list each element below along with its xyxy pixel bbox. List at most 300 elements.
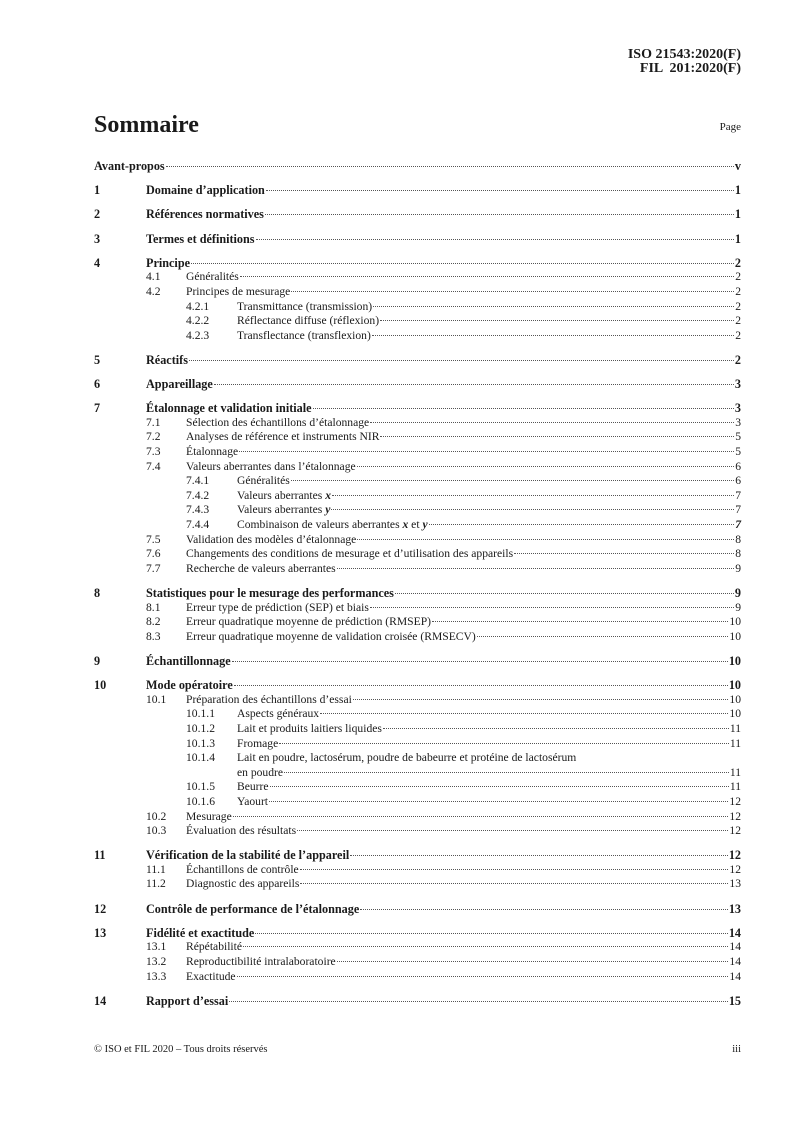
toc-entry-title [186, 285, 290, 300]
toc-entry-title [186, 630, 476, 645]
dot-leader [357, 466, 735, 467]
title-text: Mesurage [186, 809, 232, 823]
toc-entry[interactable] [94, 489, 741, 504]
dot-leader [380, 320, 734, 321]
toc-entry-title [146, 377, 213, 392]
dot-leader [372, 335, 734, 336]
toc-entry-page: 10 [728, 653, 741, 668]
toc-entry-title [186, 445, 238, 460]
copyright-notice: © ISO et FIL 2020 – Tous droits réservés [94, 1044, 268, 1055]
dot-leader [337, 568, 735, 569]
toc-entry-title [186, 863, 299, 878]
toc-entry-number: 7.5 [146, 532, 161, 546]
toc-entry-number: 7.3 [146, 445, 161, 459]
toc-entry-number: 6 [94, 377, 101, 392]
toc-entry[interactable] [94, 329, 741, 344]
toc-entry-title [186, 460, 356, 475]
toc-entry-number: 4.2.3 [186, 328, 210, 342]
title-text: Lait en poudre, lactosérum, poudre de babeurre et protéine de lactosérum [237, 751, 577, 765]
toc-entry-page: 10 [729, 692, 741, 706]
toc-entry-number: 7.7 [146, 561, 161, 575]
toc-entry-number: 11.2 [146, 877, 166, 891]
variable-symbol: y [325, 503, 331, 517]
dot-leader [320, 713, 728, 714]
toc-entry-number: 4 [94, 255, 101, 270]
title-text: Erreur quadratique moyenne de prédiction (RMSEP) [186, 615, 432, 629]
toc-entry-page: 12 [729, 809, 741, 823]
fil-reference: FIL 201:2020(F) [639, 61, 741, 76]
toc-entry[interactable] [94, 256, 741, 271]
title-text: Domaine d’application [146, 183, 265, 198]
toc-entry[interactable] [94, 416, 741, 431]
toc-entry-page: 11 [729, 736, 741, 750]
toc-entry[interactable] [94, 270, 741, 285]
dot-leader [353, 699, 729, 700]
toc-entry-page: 13 [729, 877, 741, 891]
toc-entry-page: 15 [728, 993, 741, 1008]
dot-leader [373, 306, 734, 307]
toc-entry-page: 1 [734, 207, 741, 222]
title-text: Erreur quadratique moyenne de validation croisée (RMSECV) [186, 629, 476, 643]
toc-entry-number: 10.2 [146, 809, 167, 823]
dot-leader [331, 509, 734, 510]
dot-leader [300, 869, 729, 870]
title-text: Échantillons de contrôle [186, 862, 299, 876]
toc-entry[interactable] [94, 159, 741, 174]
toc-entry[interactable] [94, 863, 741, 878]
toc-entry-page: 6 [735, 459, 741, 473]
dot-leader [191, 263, 734, 264]
toc-entry[interactable] [94, 503, 741, 518]
dot-leader [240, 276, 734, 277]
toc-entry-number: 8.2 [146, 615, 161, 629]
toc-entry-page: 3 [735, 415, 741, 429]
toc-entry-page: 7 [735, 503, 741, 517]
toc-entry-title [237, 489, 331, 504]
toc-entry-number: 4.1 [146, 270, 161, 284]
toc-entry-number: 7.4 [146, 459, 161, 473]
toc-entry-title [237, 474, 290, 489]
toc-entry[interactable] [94, 474, 741, 489]
toc-entry-title [146, 232, 255, 247]
toc-entry[interactable] [94, 707, 741, 722]
toc-entry-number: 10.1.6 [186, 794, 215, 808]
title-text: Recherche de valeurs aberrantes [186, 561, 336, 575]
toc-entry-number: 2 [94, 207, 101, 222]
toc-entry-page: 5 [735, 430, 741, 444]
toc-entry-number: 14 [94, 993, 107, 1008]
toc-entry[interactable] [94, 533, 741, 548]
title-text: Analyses de référence et instruments NIR [186, 430, 380, 444]
toc-entry-number: 4.2 [146, 284, 161, 298]
toc-entry-title [186, 416, 369, 431]
toc-entry[interactable] [94, 183, 741, 198]
toc-entry[interactable] [94, 586, 741, 601]
dot-leader [432, 621, 728, 622]
toc-entry-title [237, 795, 268, 810]
toc-entry[interactable] [94, 353, 741, 368]
dot-leader [269, 801, 728, 802]
variable-symbol: x [402, 518, 409, 532]
toc-entry-page: 8 [735, 532, 741, 546]
toc-entry-number: 10.1.2 [186, 721, 215, 735]
title-text: Beurre [237, 780, 269, 794]
toc-entry[interactable] [94, 377, 741, 392]
title-text: Termes et définitions [146, 231, 255, 246]
toc-entry-title [186, 270, 239, 285]
dot-leader [514, 553, 734, 554]
variable-symbol: y [422, 518, 428, 532]
page-footer [94, 1044, 741, 1055]
toc-entry-page: 7 [735, 488, 741, 502]
title-text: Étalonnage et validation initiale [146, 401, 312, 416]
toc-entry-title [237, 707, 319, 722]
dot-leader [166, 166, 734, 167]
toc-entry-page: 12 [729, 824, 741, 838]
dot-leader [297, 830, 728, 831]
toc-entry-number: 7.4.4 [186, 518, 210, 532]
toc-entry-page: 2 [734, 255, 741, 270]
title-text: Vérification de la stabilité de l’appareil [146, 848, 350, 863]
toc-entry[interactable] [94, 430, 741, 445]
dot-leader [279, 743, 729, 744]
title-text: Combinaison de valeurs aberrantes [237, 518, 403, 532]
toc-entry[interactable] [94, 940, 741, 955]
toc-entry-page: 13 [728, 901, 741, 916]
toc-entry-title [146, 678, 233, 693]
toc-entry-number: 10.1.4 [186, 751, 215, 765]
title-text: Changements des conditions de mesurage et d’utilisation des appareils [186, 547, 514, 561]
toc-entry[interactable] [94, 902, 741, 917]
toc-entry-title [186, 430, 379, 445]
toc-entry-title [186, 533, 356, 548]
dot-leader [313, 408, 734, 409]
toc-entry-page: 14 [729, 955, 741, 969]
title-text: Aspects généraux [237, 707, 320, 721]
dot-leader [237, 976, 729, 977]
title-text: Sélection des échantillons d’étalonnage [186, 415, 370, 429]
toc-entry-number: 10.1.3 [186, 736, 215, 750]
dot-leader [332, 495, 734, 496]
title-text: Valeurs aberrantes [237, 488, 326, 502]
toc-entry-number: 7.6 [146, 547, 161, 561]
toc-entry[interactable] [94, 207, 741, 222]
toc-entry[interactable] [94, 547, 741, 562]
toc-entry-page: 3 [734, 377, 741, 392]
toc-entry[interactable] [94, 285, 741, 300]
toc-entry-page: 2 [735, 328, 741, 342]
toc-entry[interactable] [94, 615, 741, 630]
toc-entry-page: 2 [734, 352, 741, 367]
title-text: Références normatives [146, 207, 264, 222]
toc-entry-number: 10.1 [146, 692, 167, 706]
toc-entry[interactable] [94, 994, 741, 1009]
toc-entry-page: 11 [729, 765, 741, 779]
toc-entry-title [146, 353, 188, 368]
toc-entry-title [186, 955, 336, 970]
toc-entry[interactable] [94, 232, 741, 247]
toc-entry-title [186, 810, 232, 825]
toc-entry-title [237, 766, 283, 781]
toc-entry-title [237, 518, 428, 533]
title-text: Avant-propos [94, 159, 165, 173]
toc-entry-page: v [734, 159, 741, 173]
toc-entry-page: 9 [735, 561, 741, 575]
toc-entry-title [146, 926, 254, 941]
toc-entry-number: 8.1 [146, 600, 161, 614]
toc-entry-title [146, 586, 394, 601]
variable-symbol: x [325, 488, 331, 502]
dot-leader [189, 360, 734, 361]
page-column-label: Page [719, 121, 741, 133]
title-text: Généralités [237, 474, 290, 488]
toc-entry-page: 11 [729, 780, 741, 794]
toc-entry[interactable] [94, 737, 741, 752]
toc-entry-title [186, 615, 431, 630]
toc-entry-title [186, 970, 236, 985]
toc-entry[interactable] [94, 926, 741, 941]
toc-entry-page: 11 [729, 721, 741, 735]
toc-entry-page: 2 [735, 299, 741, 313]
dot-leader [239, 451, 734, 452]
title-text: Mode opératoire [146, 678, 233, 693]
toc-entry-page: 10 [729, 707, 741, 721]
toc-entry-page: 12 [729, 862, 741, 876]
toc-entry[interactable] [94, 518, 741, 533]
title-text: Contrôle de performance de l’étalonnage [146, 901, 360, 916]
toc-entry[interactable] [94, 848, 741, 863]
toc-entry-title [146, 848, 349, 863]
toc-entry-title [237, 300, 372, 315]
title-text: et [408, 518, 423, 532]
title-text: Reproductibilité intralaboratoire [186, 955, 336, 969]
toc-entry-number: 8 [94, 586, 101, 600]
toc-entry[interactable] [94, 562, 741, 577]
title-text: Principes de mesurage [186, 284, 291, 298]
title-text: Rapport d’essai [146, 993, 229, 1008]
toc-entry-title [146, 902, 359, 917]
toc-entry[interactable] [94, 877, 741, 892]
toc-entry[interactable] [94, 401, 741, 416]
toc-entry-title [237, 737, 278, 752]
dot-leader [256, 239, 734, 240]
dot-leader [395, 593, 734, 594]
toc-entry-page: 14 [728, 925, 741, 940]
toc-entry-number: 10.1.1 [186, 707, 215, 721]
title-text: Généralités [186, 270, 239, 284]
title-text: Diagnostic des appareils [186, 877, 300, 891]
toc-entry-number: 13.3 [146, 969, 167, 983]
dot-leader [380, 436, 734, 437]
title-text: Valeurs aberrantes [237, 503, 326, 517]
toc-entry-title [146, 994, 228, 1009]
toc-entry-page: 10 [728, 678, 741, 693]
toc-entry[interactable] [94, 955, 741, 970]
dot-leader [370, 422, 734, 423]
title-text: Erreur type de prédiction (SEP) et biais [186, 600, 369, 614]
toc-entry-number: 8.3 [146, 629, 161, 643]
dot-leader [360, 909, 728, 910]
toc-entry-number: 10.1.5 [186, 780, 215, 794]
title-text: Transflectance (transflexion) [237, 328, 371, 342]
title-text: Appareillage [146, 377, 213, 392]
title-text: Évaluation des résultats [186, 824, 297, 838]
toc-entry-title [237, 751, 576, 766]
toc-entry-number: 7.4.1 [186, 474, 210, 488]
dot-leader [477, 636, 729, 637]
toc-entry-number: 7.1 [146, 415, 161, 429]
toc-entry-page: 2 [735, 284, 741, 298]
title-text: Transmittance (transmission) [237, 299, 373, 313]
toc-entry-number: 10 [94, 678, 107, 693]
toc-entry-number: 13 [94, 925, 107, 940]
toc-entry-number: 10.3 [146, 824, 167, 838]
toc-entry-page: 6 [735, 474, 741, 488]
toc-entry-page: 10 [729, 629, 741, 643]
toc-entry[interactable] [94, 630, 741, 645]
toc-entry-number: 11 [94, 848, 106, 863]
dot-leader [234, 685, 728, 686]
title-text: en poudre [237, 765, 284, 779]
table-of-contents [94, 159, 741, 1008]
title-text: Échantillonnage [146, 653, 231, 668]
toc-entry[interactable] [94, 300, 741, 315]
toc-entry-number: 12 [94, 901, 107, 916]
toc-entry[interactable] [94, 766, 741, 781]
toc-entry-number: 7.4.2 [186, 488, 210, 502]
dot-leader [357, 539, 734, 540]
document-header [628, 48, 741, 76]
dot-leader [265, 214, 734, 215]
toc-entry-number: 3 [94, 231, 101, 246]
toc-entry[interactable] [94, 601, 741, 616]
toc-entry-number: 7.2 [146, 430, 161, 444]
page-number: iii [732, 1044, 741, 1055]
dot-leader [370, 607, 734, 608]
toc-entry-title [186, 601, 369, 616]
toc-entry[interactable] [94, 970, 741, 985]
toc-entry-page: 9 [734, 586, 741, 600]
toc-entry-number: 5 [94, 352, 101, 367]
toc-entry[interactable] [94, 445, 741, 460]
toc-entry-number: 9 [94, 653, 101, 668]
title-text: Principe [146, 255, 191, 270]
title-text: Étalonnage [186, 445, 239, 459]
toc-entry-title [237, 780, 269, 795]
title-text: Exactitude [186, 969, 236, 983]
toc-entry[interactable] [94, 751, 741, 766]
toc-entry[interactable] [94, 780, 741, 795]
title-text: Fromage [237, 736, 279, 750]
toc-entry[interactable] [94, 824, 741, 839]
dot-leader [214, 384, 734, 385]
toc-entry-title [146, 654, 231, 669]
toc-entry-title [186, 824, 296, 839]
toc-entry-title [237, 722, 382, 737]
dot-leader [232, 661, 728, 662]
dot-leader [291, 480, 734, 481]
dot-leader [383, 728, 729, 729]
title-text: Valeurs aberrantes dans l’étalonnage [186, 459, 356, 473]
toc-entry-title [186, 562, 336, 577]
title-text: Lait et produits laitiers liquides [237, 721, 382, 735]
toc-entry-page: 14 [729, 940, 741, 954]
dot-leader [337, 961, 729, 962]
dot-leader [291, 291, 734, 292]
toc-entry-number: 13.2 [146, 955, 167, 969]
toc-entry-number: 1 [94, 183, 101, 198]
toc-entry-page: 7 [735, 518, 741, 532]
toc-entry-title [146, 183, 265, 198]
toc-entry-page: 12 [729, 794, 741, 808]
toc-entry-title [186, 877, 299, 892]
toc-entry-page: 1 [734, 231, 741, 246]
title-text: Préparation des échantillons d’essai [186, 692, 352, 706]
toc-entry[interactable] [94, 722, 741, 737]
toc-entry-title [186, 547, 513, 562]
toc-entry-title [237, 503, 330, 518]
toc-entry-title [146, 207, 264, 222]
toc-entry-page: 14 [729, 969, 741, 983]
toc-entry-page: 2 [735, 314, 741, 328]
toc-entry-number: 7.4.3 [186, 503, 210, 517]
toc-entry-page: 8 [735, 547, 741, 561]
dot-leader [429, 524, 735, 525]
toc-entry-page: 2 [735, 270, 741, 284]
toc-entry-title [237, 314, 379, 329]
toc-entry[interactable] [94, 693, 741, 708]
toc-entry-page: 9 [735, 600, 741, 614]
title-text: Fidélité et exactitude [146, 925, 255, 940]
toc-entry-title [94, 159, 165, 174]
dot-leader [243, 946, 728, 947]
dot-leader [270, 786, 729, 787]
title-text: Validation des modèles d’étalonnage [186, 532, 357, 546]
toc-entry[interactable] [94, 460, 741, 475]
toc-entry-page: 3 [734, 401, 741, 416]
toc-entry[interactable] [94, 810, 741, 825]
title-text: Réflectance diffuse (réflexion) [237, 314, 380, 328]
toc-entry[interactable] [94, 654, 741, 669]
toc-entry-title [186, 693, 352, 708]
toc-entry-title [146, 401, 312, 416]
toc-entry-page: 12 [728, 848, 741, 863]
title-text: Réactifs [146, 352, 188, 367]
dot-leader [255, 933, 728, 934]
toc-entry[interactable] [94, 314, 741, 329]
toc-entry-page: 5 [735, 445, 741, 459]
dot-leader [266, 190, 734, 191]
toc-entry-title [186, 940, 242, 955]
toc-entry-title [237, 329, 371, 344]
dot-leader [350, 855, 728, 856]
toc-entry-number: 7 [94, 401, 101, 416]
toc-entry[interactable] [94, 678, 741, 693]
toc-entry-number: 4.2.1 [186, 299, 210, 313]
toc-entry-number: 11.1 [146, 862, 166, 876]
title-text: Statistiques pour le mesurage des performances [146, 586, 394, 600]
iso-reference: ISO 21543:2020(F) [627, 47, 741, 62]
toc-entry-number: 13.1 [146, 940, 167, 954]
dot-leader [229, 1001, 728, 1002]
toc-entry[interactable] [94, 795, 741, 810]
dot-leader [300, 883, 728, 884]
toc-entry-page: 10 [729, 615, 741, 629]
page-title: Sommaire [94, 112, 199, 138]
toc-entry-number: 4.2.2 [186, 314, 210, 328]
dot-leader [233, 816, 729, 817]
toc-entry-page: 1 [734, 183, 741, 198]
